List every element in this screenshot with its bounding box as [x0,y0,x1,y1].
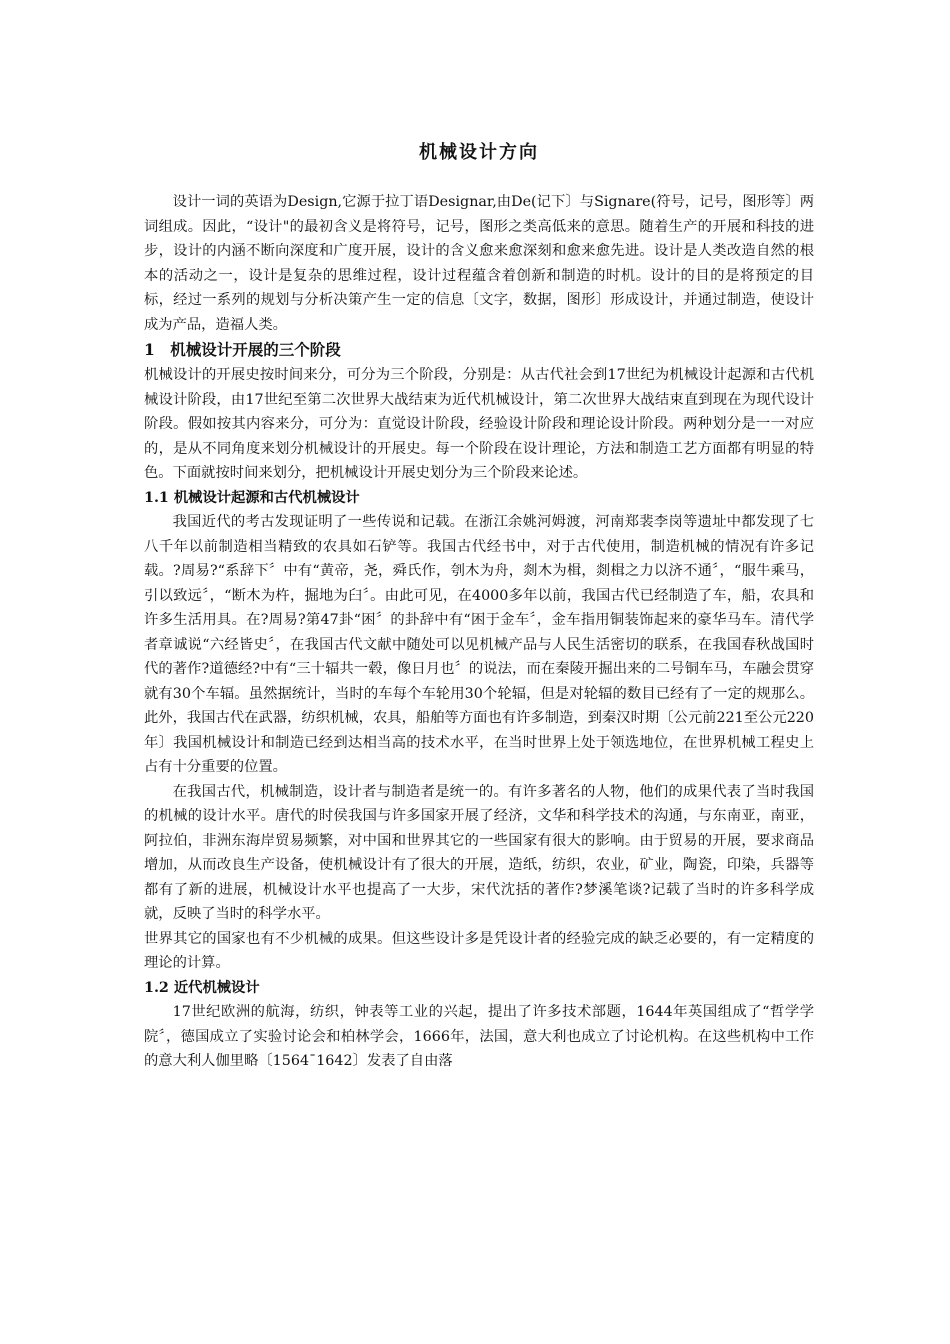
section-1-1-paragraph-1: 我国近代的考古发现证明了一些传说和记载。在浙江余姚河姆渡，河南郑裴李岗等遗址中都发现了七八千年以前制造相当精致的农具如石铲等。我国古代经书中，对于古代使用，制造机械的情况有许多记载。?周易?“系辞下〞中有“黄帝，尧，舜氏作，刳木为舟，剡木为楫，剡楫之力以济不通〞，“服牛乘马，引以致远〞，“断木为杵，掘地为臼〞。由此可见，在4000多年以前，我国古代已经制造了车，船，农具和许多生活用具。在?周易?第47卦“困〞的卦辞中有“困于金车〞，金车指用铜装饰起来的豪华马车。清代学者章诚说“六经皆史〞，在我国古代文献中随处可以见机械产品与人民生活密切的联系，在我国春秋战国时代的著作?道德经?中有“三十辐共一毂，像日月也〞的说法，而在秦陵开掘出来的二号铜车马，车融会贯穿就有30个车辐。虽然据统计，当时的车每个车轮用30个轮辐，但是对轮辐的数目已经有了一定的规那么。此外，我国古代在武器，纺织机械，农具，船舶等方面也有许多制造，到秦汉时期〔公元前221至公元220年〕我国机械设计和制造已经到达相当高的技术水平，在当时世界上处于领选地位，在世界机械工程史上占有十分重要的位置。 [144,514,814,775]
section-1-2-heading: 1.2 近代机械设计 [144,979,260,996]
document-page [144,130,814,1074]
section-1-1-heading: 1.1 机械设计起源和古代机械设计 [144,489,360,506]
section-1-1-paragraph-2: 在我国古代，机械制造，设计者与制造者是统一的。有许多著名的人物，他们的成果代表了当时我国的机械的设计水平。唐代的时侯我国与许多国家开展了经济，文华和科学技术的沟通，与东南亚，南亚，阿拉伯，非洲东海岸贸易频繁，对中国和世界其它的一些国家有很大的影响。由于贸易的开展，要求商品增加，从而改良生产设备，使机械设计有了很大的开展，造纸，纺织，农业，矿业，陶瓷，印染，兵器等都有了新的进展，机械设计水平也提高了一大步，宋代沈括的著作?梦溪笔谈?记载了当时的许多科学成就，反映了当时的科学水平。 [144,783,814,922]
page-title: 机械设计方向 [419,142,539,163]
section-1-1-paragraph-3: 世界其它的国家也有不少机械的成果。但这些设计多是凭设计者的经验完成的缺乏必要的，有一定精度的理论的计算。 [144,930,814,971]
section-1-heading: 1 机械设计开展的三个阶段 [144,340,341,359]
section-1-2-paragraph-1: 17世纪欧洲的航海，纺织，钟表等工业的兴起，提出了许多技术部题，1644年英国组成了“哲学学院〞，德国成立了实验讨论会和柏林学会，1666年，法国，意大利也成立了讨论机构。在这些机构中工作的意大利人伽里略〔1564¯1642〕发表了自由落 [144,1004,814,1069]
section-1-paragraph: 机械设计的开展史按时间来分，可分为三个阶段，分别是：从古代社会到17世纪为机械设计起源和古代机械设计阶段，由17世纪至第二次世界大战结束为近代机械设计，第二次世界大战结束直到现在为现代设计阶段。假如按其内容来分，可分为：直觉设计阶段，经验设计阶段和理论设计阶段。两种划分是一一对应的，是从不同角度来划分机械设计的开展史。每一个阶段在设计理论，方法和制造工艺方面都有明显的特色。下面就按时间来划分，把机械设计开展史划分为三个阶段来论述。 [144,367,814,481]
intro-paragraph: 设计一词的英语为Design,它源于拉丁语Designar,由De(记下〕与Signare(符号，记号，图形等〕两词组成。因此，“设计"的最初含义是将符号，记号，图形之类高低来的意思。随着生产的开展和科技的进步，设计的内涵不断向深度和广度开展，设计的含义愈来愈深刻和愈来愈先进。设计是人类改造自然的根本的活动之一，设计是复杂的思维过程，设计过程蕴含着创新和制造的时机。设计的目的是将预定的目标，经过一系列的规划与分析决策产生一定的信息〔文字，数据，图形〕形成设计，并通过制造，使设计成为产品，造福人类。 [144,194,814,333]
